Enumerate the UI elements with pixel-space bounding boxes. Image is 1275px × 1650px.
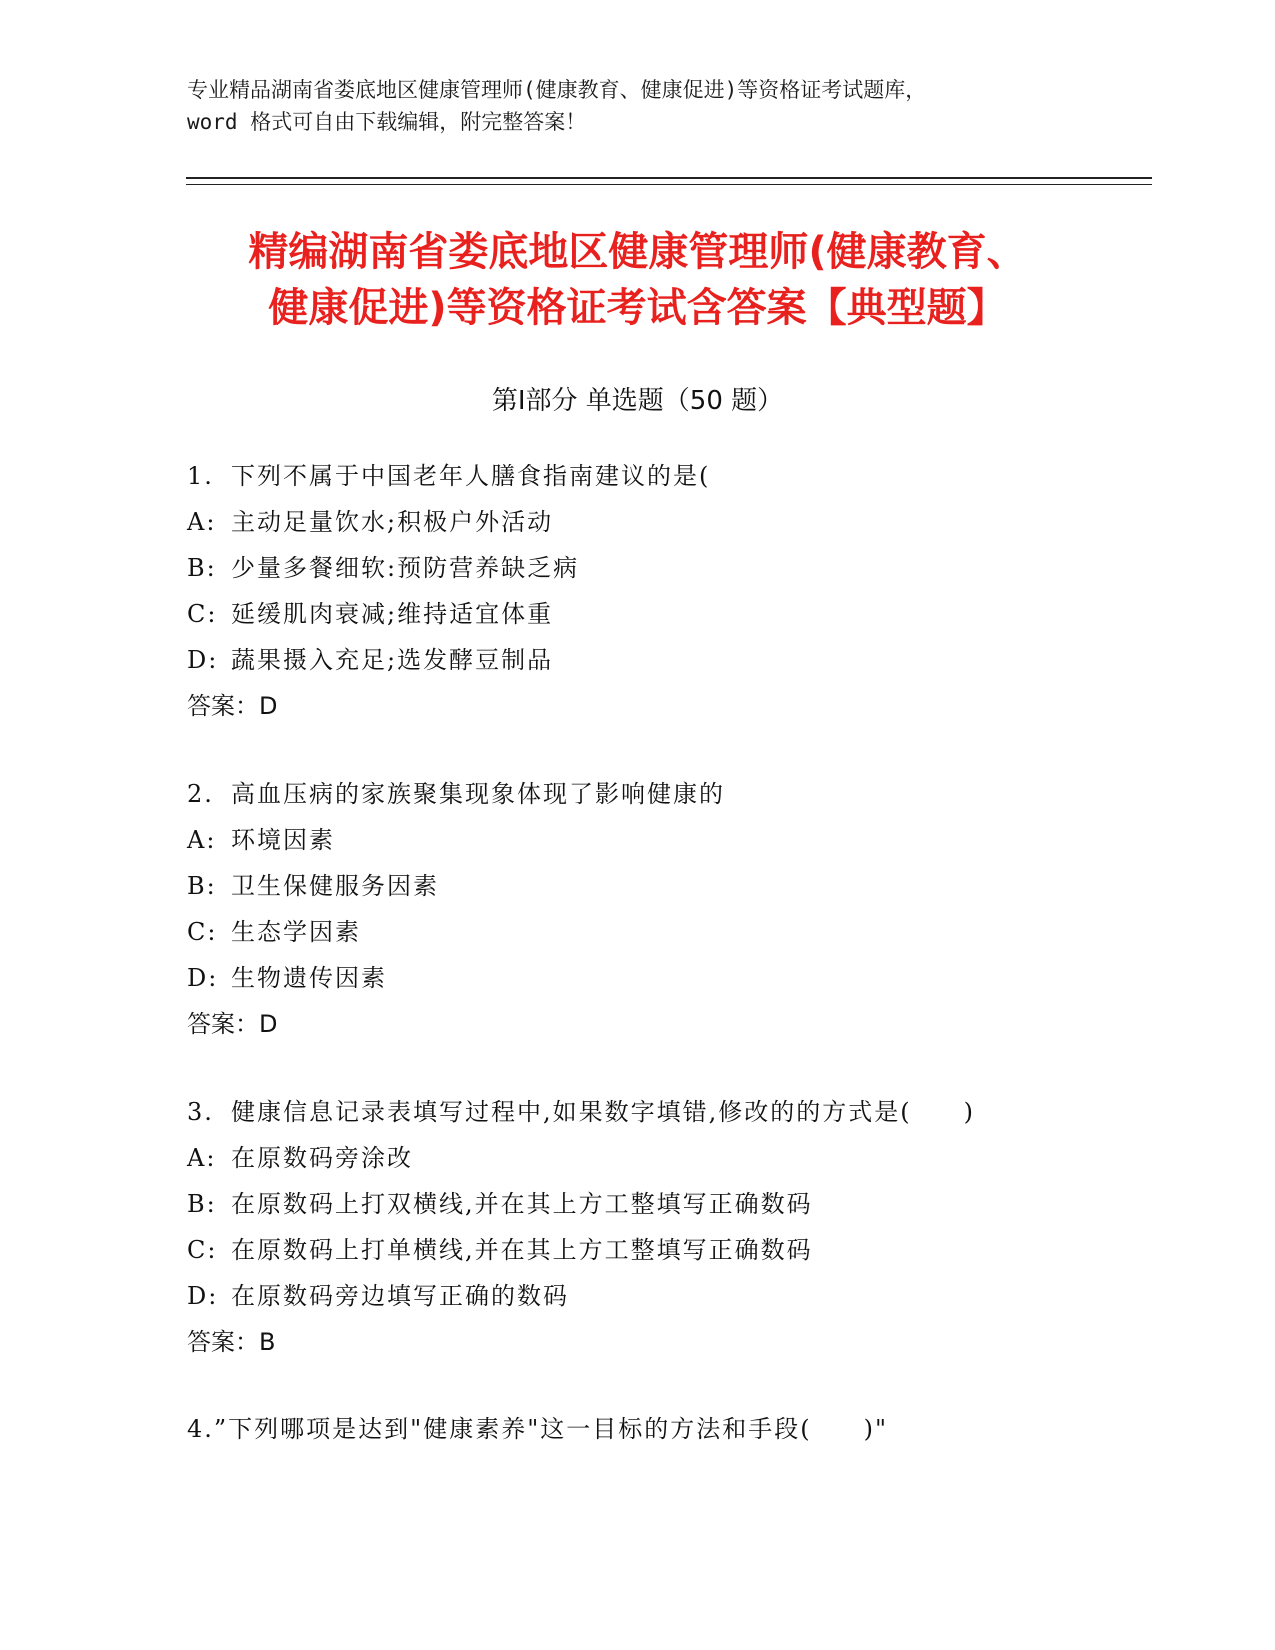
- option-text: 在原数码旁涂改: [231, 1144, 413, 1172]
- header-divider-thick: [186, 177, 1152, 179]
- option-b: [187, 1181, 1187, 1227]
- option-key: C:: [187, 1236, 218, 1264]
- answer: 答案：B: [187, 1328, 276, 1356]
- option-c: [187, 591, 1187, 637]
- option-key: A:: [187, 1144, 217, 1172]
- question-3: [187, 1089, 1187, 1365]
- option-d: [187, 955, 1187, 1001]
- header-note-line-1: 专业精品湖南省娄底地区健康管理师(健康教育、健康促进)等资格证考试题库，: [187, 78, 927, 102]
- option-text: 卫生保健服务因素: [231, 872, 439, 900]
- option-c: [187, 909, 1187, 955]
- option-text: 在原数码旁边填写正确的数码: [231, 1282, 569, 1310]
- question-stem: [187, 1089, 1187, 1135]
- option-c: [187, 1227, 1187, 1273]
- option-key: D:: [187, 646, 219, 674]
- header-note: [187, 74, 1107, 138]
- question-4: [187, 1406, 1187, 1452]
- option-a: [187, 499, 1187, 545]
- question-number: 2.: [187, 780, 214, 808]
- option-a: [187, 817, 1187, 863]
- option-text: 少量多餐细软:预防营养缺乏病: [231, 554, 580, 582]
- question-text: ”下列哪项是达到"健康素养"这一目标的方法和手段( )": [213, 1415, 889, 1443]
- option-key: B:: [187, 1190, 217, 1218]
- document-title: [150, 224, 1125, 336]
- section-heading: 第Ⅰ部分 单选题（50 题）: [491, 386, 784, 416]
- option-b: [187, 545, 1187, 591]
- question-stem: [187, 1406, 1187, 1452]
- question-number: 4.: [187, 1415, 214, 1443]
- option-a: [187, 1135, 1187, 1181]
- header-note-line-2: word 格式可自由下载编辑，附完整答案！: [187, 110, 587, 134]
- document-title-line-2: 健康促进)等资格证考试含答案【典型题】: [268, 285, 1007, 331]
- question-text: 健康信息记录表填写过程中,如果数字填错,修改的的方式是( ): [231, 1098, 975, 1126]
- option-key: C:: [187, 600, 218, 628]
- answer: 答案：D: [187, 692, 278, 720]
- option-text: 生物遗传因素: [231, 964, 387, 992]
- option-key: A:: [187, 826, 217, 854]
- option-key: B:: [187, 872, 217, 900]
- document-title-line-1: 精编湖南省娄底地区健康管理师(健康教育、: [248, 229, 1027, 275]
- option-text: 延缓肌肉衰减;维持适宜体重: [231, 600, 554, 628]
- option-d: [187, 1273, 1187, 1319]
- option-text: 蔬果摄入充足;选发酵豆制品: [231, 646, 554, 674]
- option-key: B:: [187, 554, 217, 582]
- question-number: 3.: [187, 1098, 214, 1126]
- option-text: 主动足量饮水;积极户外活动: [231, 508, 554, 536]
- option-key: D:: [187, 1282, 219, 1310]
- question-stem: [187, 453, 1187, 499]
- question-number: 1.: [187, 462, 214, 490]
- question-stem: [187, 771, 1187, 817]
- option-text: 生态学因素: [231, 918, 361, 946]
- question-1: [187, 453, 1187, 729]
- question-text: 下列不属于中国老年人膳食指南建议的是(: [231, 462, 711, 490]
- question-2: [187, 771, 1187, 1047]
- option-key: A:: [187, 508, 217, 536]
- option-key: D:: [187, 964, 219, 992]
- option-text: 在原数码上打单横线,并在其上方工整填写正确数码: [231, 1236, 813, 1264]
- option-key: C:: [187, 918, 218, 946]
- option-text: 在原数码上打双横线,并在其上方工整填写正确数码: [231, 1190, 813, 1218]
- question-text: 高血压病的家族聚集现象体现了影响健康的: [231, 780, 725, 808]
- option-text: 环境因素: [231, 826, 335, 854]
- header-divider-thin: [186, 184, 1152, 185]
- option-d: [187, 637, 1187, 683]
- option-b: [187, 863, 1187, 909]
- answer: 答案：D: [187, 1010, 278, 1038]
